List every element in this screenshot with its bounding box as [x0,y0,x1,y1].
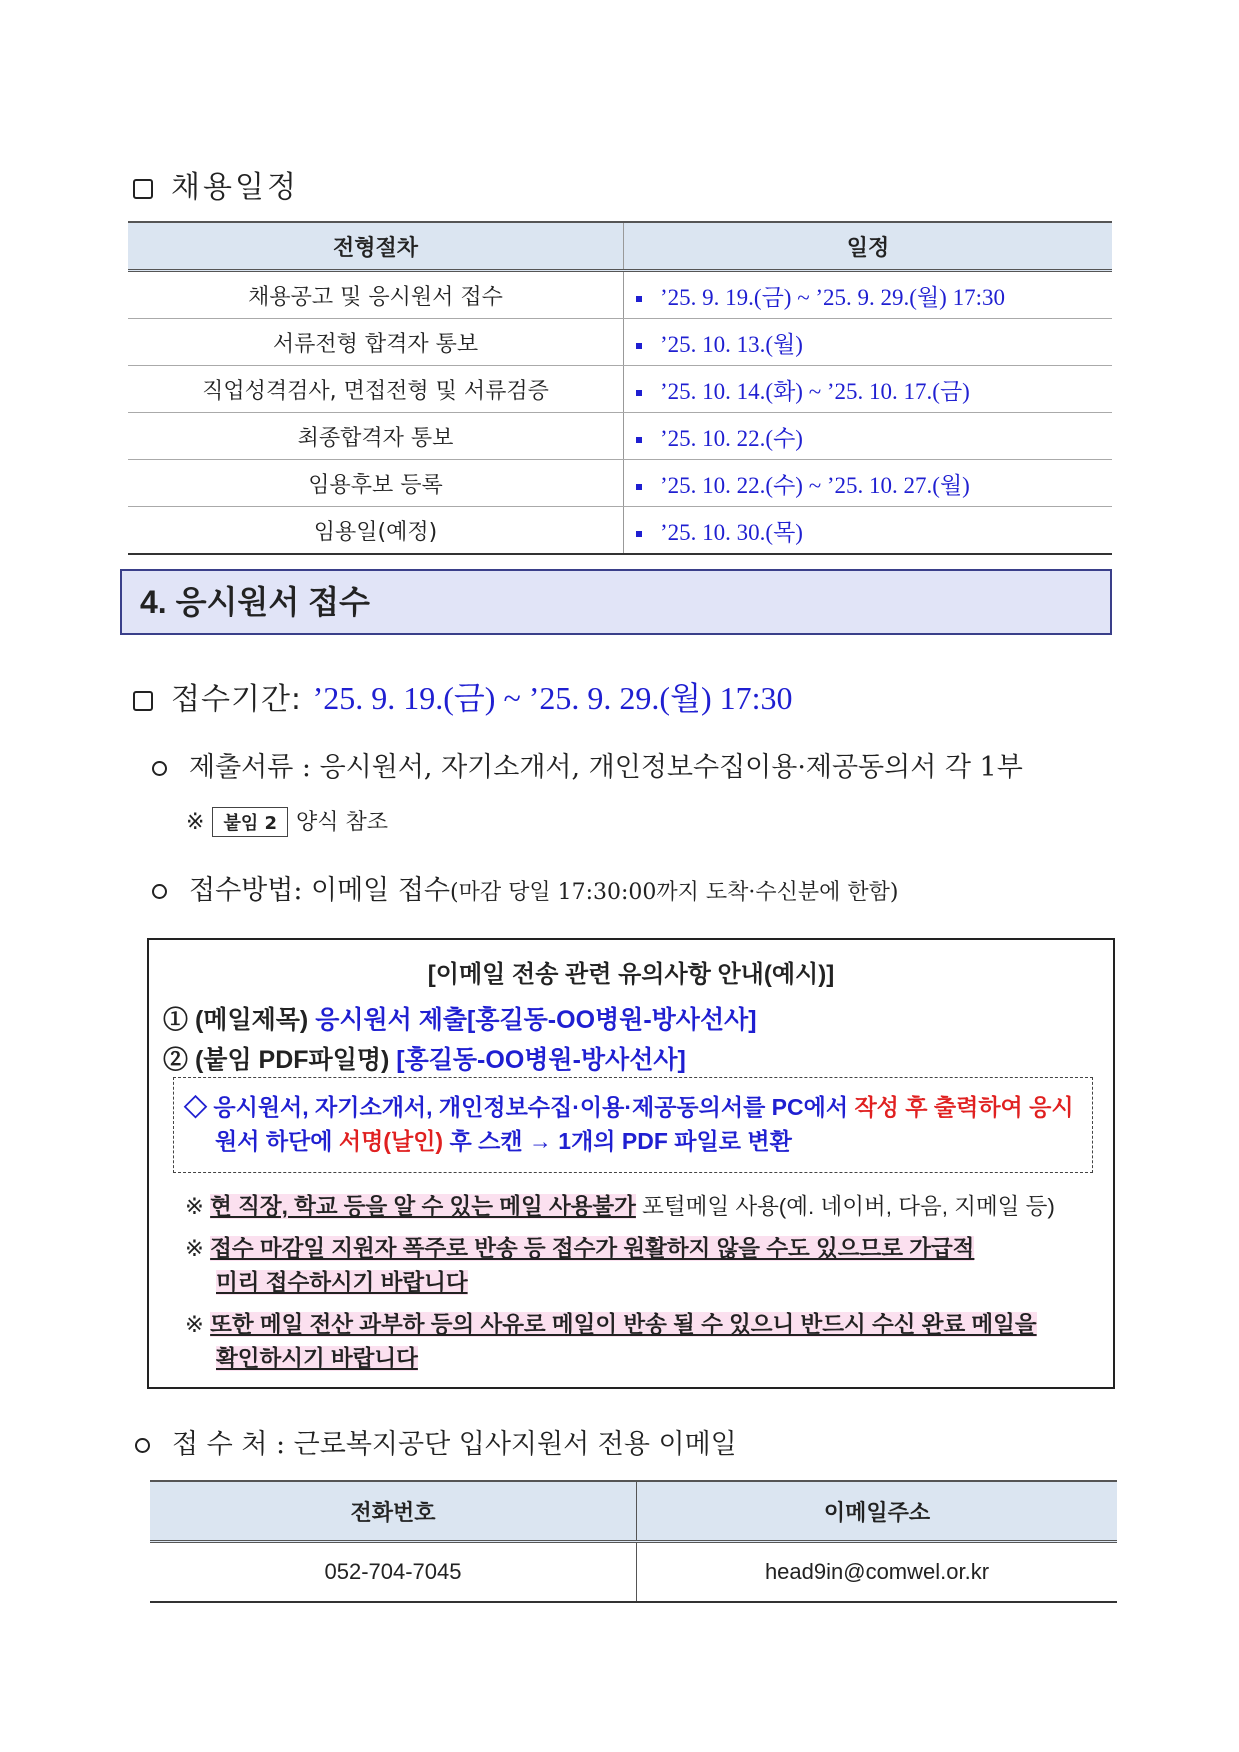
date-cell [624,413,1113,460]
date-cell [624,460,1113,507]
header-date: 일정 [624,222,1113,271]
note-mark: ※ [185,1312,204,1337]
highlighted-text: 확인하시기 바랍니다 [216,1346,418,1371]
notice-item [185,1308,1105,1376]
date-cell [624,319,1113,366]
procedure-cell: 임용후보 등록 [128,460,624,507]
section-title-banner: 4. 응시원서 접수 [120,569,1112,635]
date-text: ’25. 10. 22.(수) ~ ’25. 10. 27.(월) [660,472,970,498]
table-header-row [150,1481,1117,1542]
required-documents [152,745,1023,784]
instruction-part: 후 스캔 → 1개의 PDF 파일로 변환 [443,1128,792,1154]
method-text: 접수방법: 이메일 접수 [189,875,450,906]
square-bullet-icon [133,691,153,711]
note-mark: ※ [186,810,205,835]
bullet-icon [636,343,642,349]
date-text: ’25. 10. 14.(화) ~ ’25. 10. 17.(금) [660,378,970,404]
circle-bullet-icon [135,1438,150,1453]
table-row [128,413,1112,460]
notice-text: 포털메일 사용(예. 네이버, 다음, 지메일 등) [635,1194,1055,1219]
highlighted-text: 미리 접수하시기 바랍니다 [216,1270,468,1295]
note-text: 양식 참조 [296,810,389,835]
date-text: ’25. 10. 13.(월) [660,331,803,357]
submission-method [152,868,898,907]
documents-text: 제출서류 : 응시원서, 자기소개서, 개인정보수집이용·제공동의서 각 1부 [189,752,1023,783]
highlighted-text: 현 직장, 학교 등을 알 수 있는 메일 사용불가 [210,1194,636,1219]
number-mark: ② [163,1046,189,1074]
notice-item [185,1232,1105,1300]
bullet-icon [636,296,642,302]
application-period [133,673,793,719]
bullet-icon [636,437,642,443]
circle-bullet-icon [152,761,167,776]
date-cell [624,507,1113,555]
date-cell [624,366,1113,413]
table-header-row [128,222,1112,271]
schedule-heading-text: 채용일정 [171,170,299,205]
period-label: 접수기간: [171,682,313,717]
table-row [128,366,1112,413]
attachment-name-line [163,1040,686,1076]
subject-label: (메일제목) [194,1006,309,1034]
header-procedure: 전형절차 [128,222,624,271]
table-row [128,460,1112,507]
schedule-heading [133,162,299,206]
method-detail: (마감 당일 17:30:00까지 도착·수신분에 한함) [450,880,899,905]
instruction-part: 원서 하단에 [215,1128,339,1154]
table-row [128,319,1112,366]
note-mark: ※ [185,1236,204,1261]
attachment-example: [홍길동-OO병원-방사선사] [396,1046,686,1074]
bullet-icon [636,531,642,537]
procedure-cell: 임용일(예정) [128,507,624,555]
email-subject-line [163,1000,757,1036]
procedure-cell: 최종합격자 통보 [128,413,624,460]
note-mark: ※ [185,1194,204,1219]
table-row [128,507,1112,555]
date-text: ’25. 10. 22.(수) [660,425,803,451]
table-row [150,1542,1117,1603]
instruction-emphasis: 작성 후 출력하여 응시 [854,1094,1074,1120]
receiver-line [135,1422,737,1461]
square-bullet-icon [133,179,153,199]
date-text: ’25. 10. 30.(목) [660,519,803,545]
header-phone: 전화번호 [150,1481,637,1542]
highlighted-text: 또한 메일 전산 과부하 등의 사유로 메일이 반송 될 수 있으니 반드시 수신 완료 메일을 [210,1312,1037,1337]
pdf-instruction-box [173,1077,1093,1173]
schedule-table [128,221,1112,555]
circle-bullet-icon [152,884,167,899]
period-value: ’25. 9. 19.(금) ~ ’25. 9. 29.(월) 17:30 [312,680,793,716]
bullet-icon [636,390,642,396]
receiver-text: 접 수 처 : 근로복지공단 입사지원서 전용 이메일 [172,1429,737,1460]
number-mark: ① [163,1006,189,1034]
notice-title: [이메일 전송 관련 유의사항 안내(예시)] [427,961,835,988]
attachment-label: (붙임 PDF파일명) [194,1046,390,1074]
subject-example: 응시원서 제출[홍길동-OO병원-방사선사] [315,1006,757,1034]
attachment-tag: 붙임 2 [212,807,288,837]
date-text: ’25. 9. 19.(금) ~ ’25. 9. 29.(월) 17:30 [660,284,1005,310]
header-email: 이메일주소 [637,1481,1118,1542]
bullet-icon [636,484,642,490]
table-row [128,271,1112,319]
date-cell [624,271,1113,319]
phone-cell: 052-704-7045 [150,1542,637,1603]
email-notice-box [147,938,1115,1389]
instruction-part: ◇ 응시원서, 자기소개서, 개인정보수집·이용·제공동의서를 PC에서 [184,1094,855,1120]
notice-item [185,1190,1105,1224]
email-cell[interactable]: head9in@comwel.or.kr [637,1542,1118,1603]
procedure-cell: 서류전형 합격자 통보 [128,319,624,366]
documents-note [186,805,388,837]
procedure-cell: 직업성격검사, 면접전형 및 서류검증 [128,366,624,413]
instruction-emphasis: 서명(날인) [338,1128,444,1154]
contact-table [150,1480,1117,1603]
highlighted-text: 접수 마감일 지원자 폭주로 반송 등 접수가 원활하지 않을 수도 있으므로 가급적 [210,1236,975,1261]
procedure-cell: 채용공고 및 응시원서 접수 [128,271,624,319]
